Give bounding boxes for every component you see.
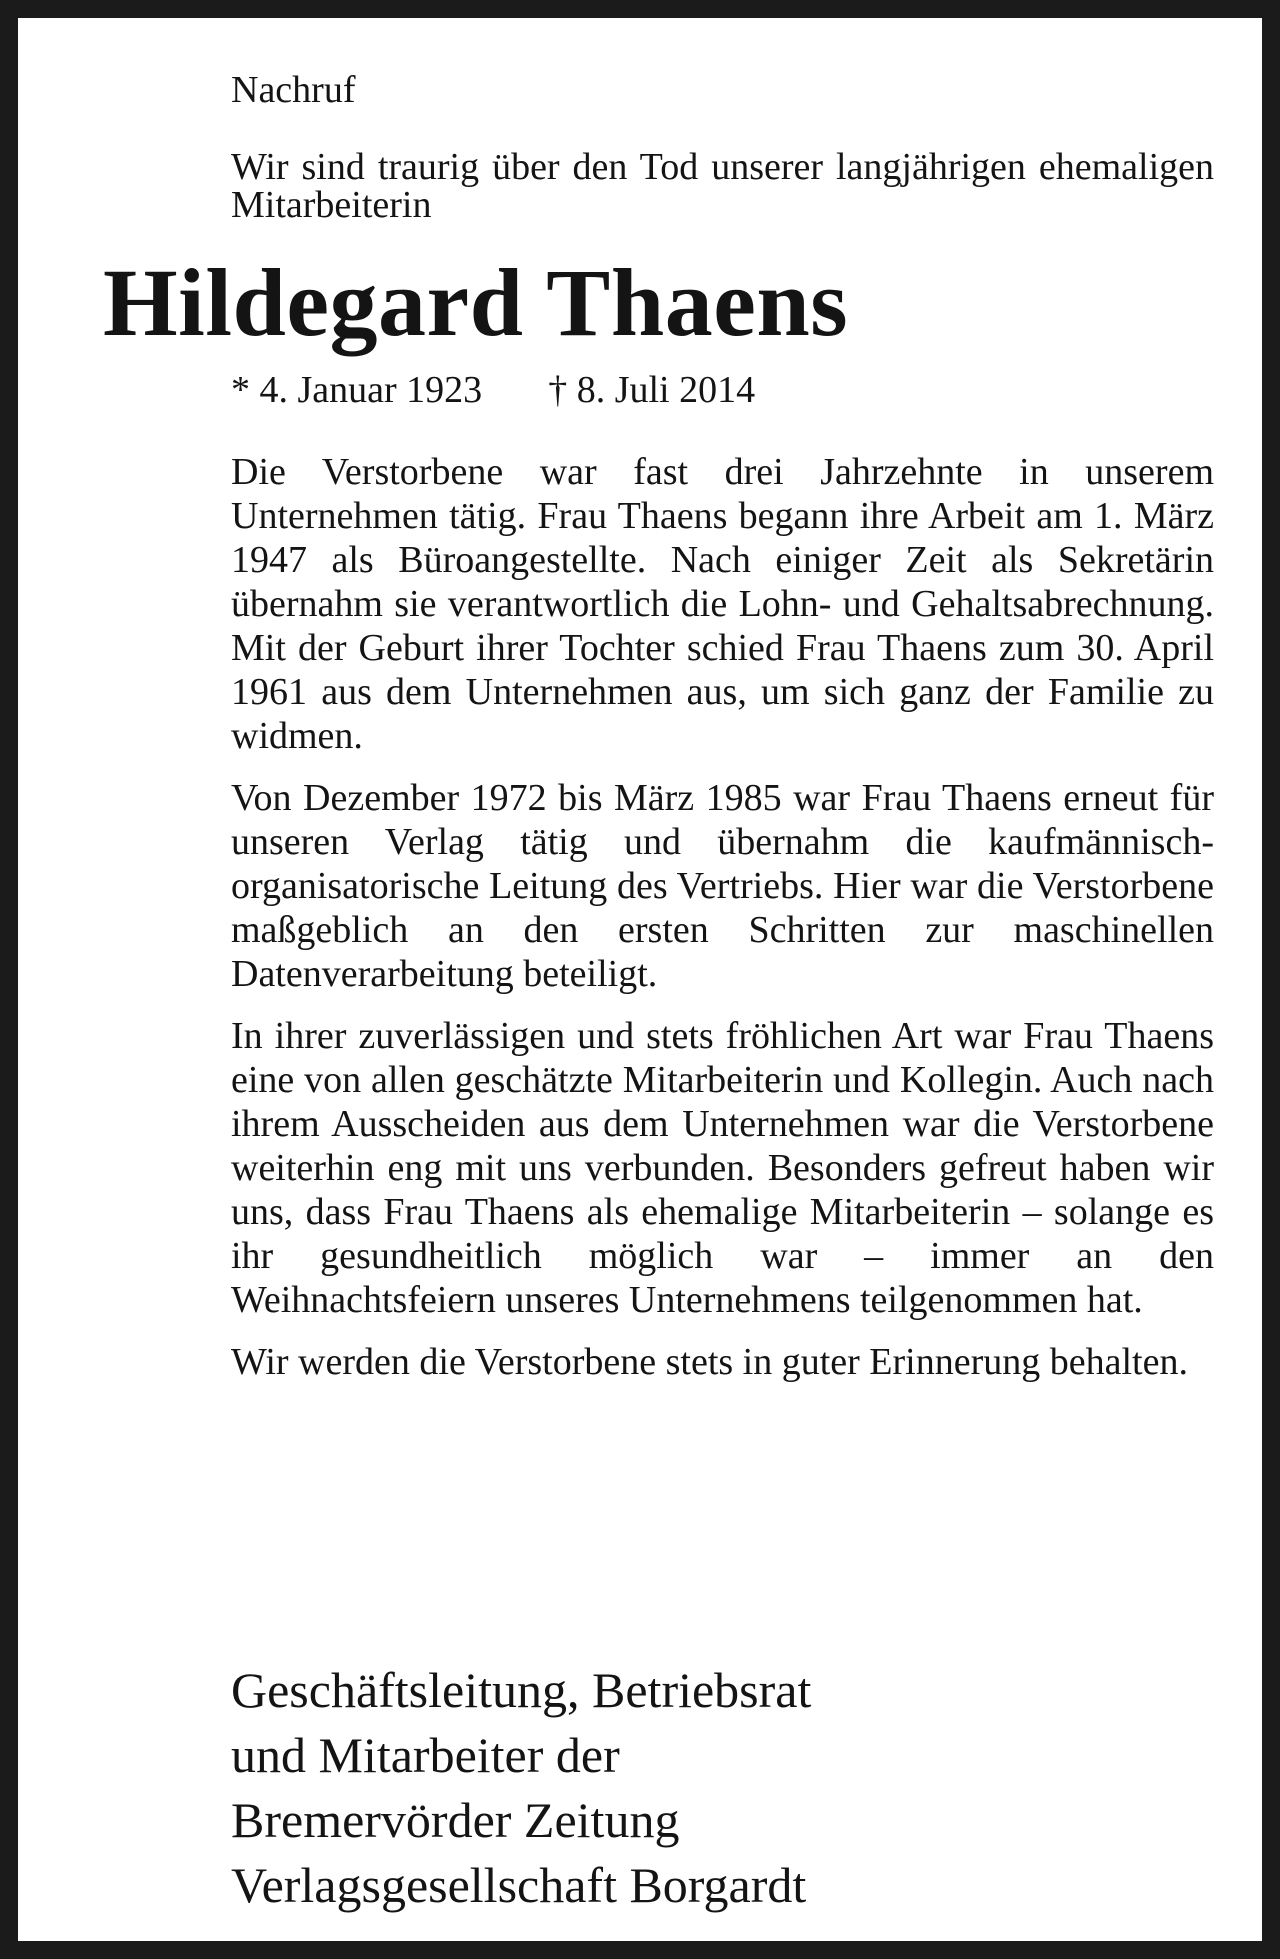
notice-header bbox=[231, 68, 1214, 224]
death-date: † 8. Juli 2014 bbox=[548, 369, 756, 411]
signature-line: und Mitarbeiter der bbox=[231, 1727, 620, 1783]
body-paragraph: Die Verstorbene war fast drei Jahrzehnte in unserem Unternehmen tätig. Frau Thaens begann ihre Arbeit am 1. März 1947 als Büroangestellte. Nach einiger Zeit als Sekretärin übernahm sie verantwortlich die Lohn- und Gehaltsabrechnung. Mit der Geburt ihrer Tochter schied Frau Thaens zum 30. April 1961 aus dem Unternehmen aus, um sich ganz der Familie zu widmen. bbox=[231, 451, 1214, 757]
birth-date: * 4. Januar 1923 bbox=[231, 369, 483, 411]
deceased-name: Hildegard Thaens bbox=[103, 249, 849, 356]
notice-intro: Wir sind traurig über den Tod unserer langjährigen ehemaligen Mitarbeiterin bbox=[231, 146, 1214, 226]
body-paragraph: Von Dezember 1972 bis März 1985 war Frau Thaens erneut für unseren Verlag tätig und übernahm die kaufmännisch-organisatorische Leitung des Vertriebs. Hier war die Verstorbene maßgeblich an den ersten Schritten zur maschinellen Datenverarbeitung beteiligt. bbox=[231, 777, 1214, 995]
body-paragraph: Wir werden die Verstorbene stets in guter Erinnerung behalten. bbox=[231, 1341, 1188, 1383]
signature-block bbox=[231, 1658, 811, 1918]
signature-line: Verlagsgesellschaft Borgardt bbox=[231, 1857, 807, 1913]
signature-line: Bremervörder Zeitung bbox=[231, 1792, 680, 1848]
signature-line: Geschäftsleitung, Betriebsrat bbox=[231, 1662, 812, 1718]
notice-body bbox=[231, 450, 1214, 1402]
life-dates bbox=[231, 368, 755, 412]
notice-heading: Nachruf bbox=[231, 69, 356, 111]
body-paragraph: In ihrer zuverlässigen und stets fröhlichen Art war Frau Thaens eine von allen geschätzte Mitarbeiterin und Kollegin. Auch nach ihrem Ausscheiden aus dem Unternehmen war die Verstorbene weiterhin eng mit uns verbunden. Besonders gefreut haben wir uns, dass Frau Thaens als ehemalige Mitarbeiterin – solange es ihr gesundheitlich möglich war – immer an den Weihnachtsfeiern unseres Unternehmens teilgenommen hat. bbox=[231, 1015, 1214, 1321]
